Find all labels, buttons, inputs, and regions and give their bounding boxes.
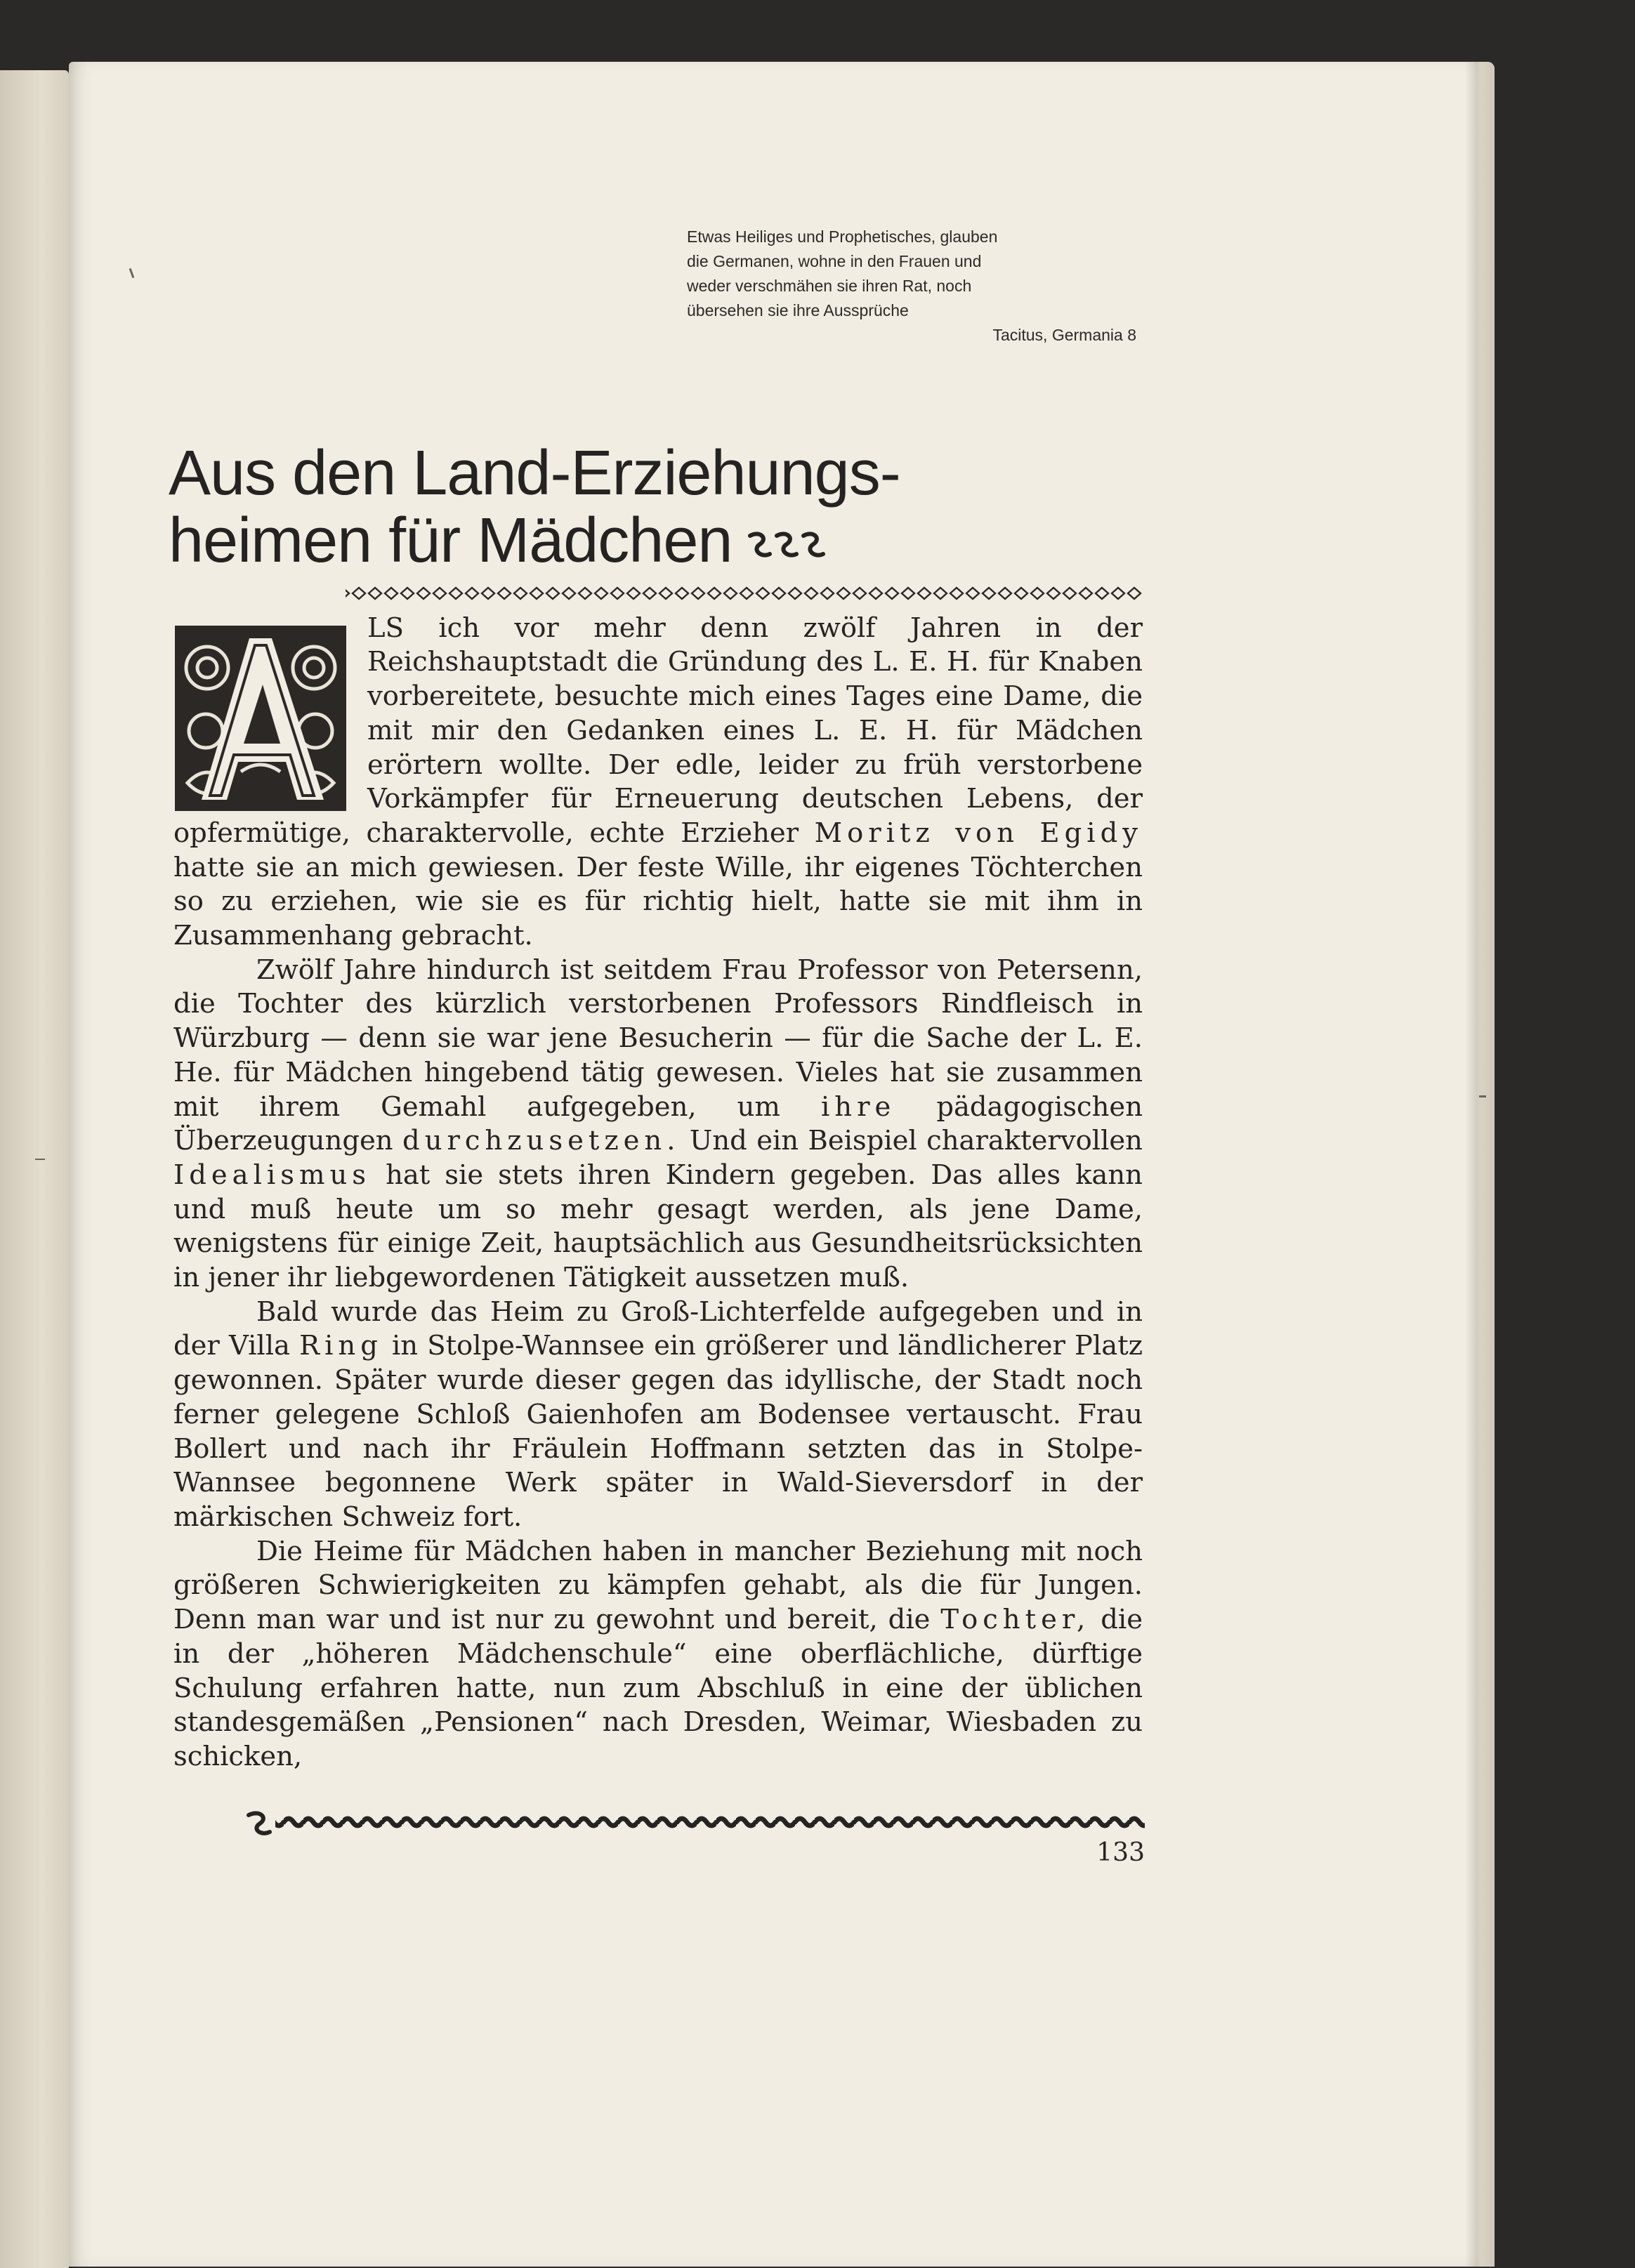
epigraph-line: weder verschmähen sie ihren Rat, noch [687,277,972,295]
p1-start: LS ich vor mehr denn zwölf Jahren in der Reichshauptstadt die Gründung des L. E. H. für Knaben vorbereitete, besuchte mich eines Tages eine Dame, die mit mir den Gedanken eines L. E. H. für Mädchen erörtern wollte. Der edle, leider zu früh verstorbene Vorkämpfer für Erneuerung deutschen Lebens, der opfermütige, charaktervolle, echte Erzieher [173,612,1143,849]
title-ornament-icon [746,529,830,561]
page-edge-shadow [1465,62,1495,2267]
paper-speck [35,1159,45,1160]
p2-ihre-spaced: ihre [820,1090,896,1123]
p1-name-spaced: Moritz von Egidy [814,817,1143,849]
p3-a: Bald wurde das Heim zu Groß-Lichterfelde aufgegeben und in der Villa [173,1295,1143,1362]
p2-b: pädagogischen Überzeugungen [173,1090,1143,1157]
title-line-1: Aus den Land-Erziehungs- [169,438,900,508]
p3-b: in Stolpe-Wannsee ein größerer und ländlicherer Platz gewonnen. Später wurde dieser gegen das idyllische, der Stadt noch ferner gelegene Schloß Gaienhofen am Bodensee vertauscht. Frau Bollert und nach ihr Fräulein Hoffmann setzten das in Stolpe-Wannsee begonnene Werk später in Wald-Sieversdorf in der märkischen Schweiz fort. [173,1330,1143,1533]
paragraph-4 [173,1535,1143,1774]
p1-end: hatte sie an mich gewiesen. Der feste Wille, ihr eigenes Töchterchen so zu erziehen, wie sie es für richtig hielt, hatte sie mit ihm in Zusammenhang gebracht. [173,851,1143,952]
p4-b: die in der „höheren Mädchenschule“ eine oberflächliche, dürftige Schulung erfahren hatte, nun zum Abschluß in eine der üblichen standesgemäßen „Pensionen“ nach Dresden, Weimar, Wiesbaden zu schicken, [173,1604,1143,1772]
epigraph-line: die Germanen, wohne in den Frauen und [687,252,982,270]
decorated-initial-a-icon [173,624,348,812]
p2-d: hat sie stets ihren Kindern gegeben. Das alles kann und muß heute um so mehr gesagt werden, als jene Dame, wenigstens für einige Zeit, hauptsächlich aus Gesundheitsrücksichten in jener ihr liebgewordenen Tätigkeit aussetzen muß. [173,1159,1143,1294]
facing-page-edge [0,70,69,2268]
p3-ring-spaced: Ring [299,1330,383,1362]
p4-tochter-spaced: Tochter, [940,1604,1091,1636]
paper-speck [1479,1095,1486,1097]
article-title [169,440,1187,574]
title-line-2 [169,507,1187,574]
epigraph-line: Etwas Heiliges und Prophetisches, glauben [687,228,998,246]
paragraph-3 [173,1295,1143,1535]
epigraph-line: übersehen sie ihre Aussprüche [687,301,909,319]
paragraph-2 [173,954,1143,1295]
title-line-2-text: heimen für Mädchen [169,506,733,576]
article-body [173,577,1143,1774]
p4-a: Die Heime für Mädchen haben in mancher Beziehung mit noch größeren Schwierigkeiten zu kämpfen gehabt, als die für Jungen. Denn man war und ist nur zu gewohnt und bereit, die [173,1535,1143,1636]
footer-ornament-band-icon [244,1808,1145,1836]
p2-c: Und ein Beispiel charaktervollen [689,1125,1143,1157]
p2-durch-spaced: durchzusetzen. [402,1125,681,1157]
epigraph-source: Tacitus, Germania 8 [992,326,1136,344]
p2-a: Zwölf Jahre hindurch ist seitdem Frau Professor von Petersenn, die Tochter des kürzlich verstorbenen Professors Rindfleisch in Würzburg — denn sie war jene Besucherin — für die Sache der L. E. He. für Mädchen hingebend tätig gewesen. Vieles hat sie zusammen mit ihrem Gemahl aufgegeben, um [173,954,1143,1123]
epigraph [687,225,1136,348]
top-ornament-band-icon [173,586,1143,601]
p2-ideal-spaced: Idealismus [173,1159,372,1191]
page-number: 133 [1096,1838,1145,1867]
initial-letter: A [260,721,261,723]
